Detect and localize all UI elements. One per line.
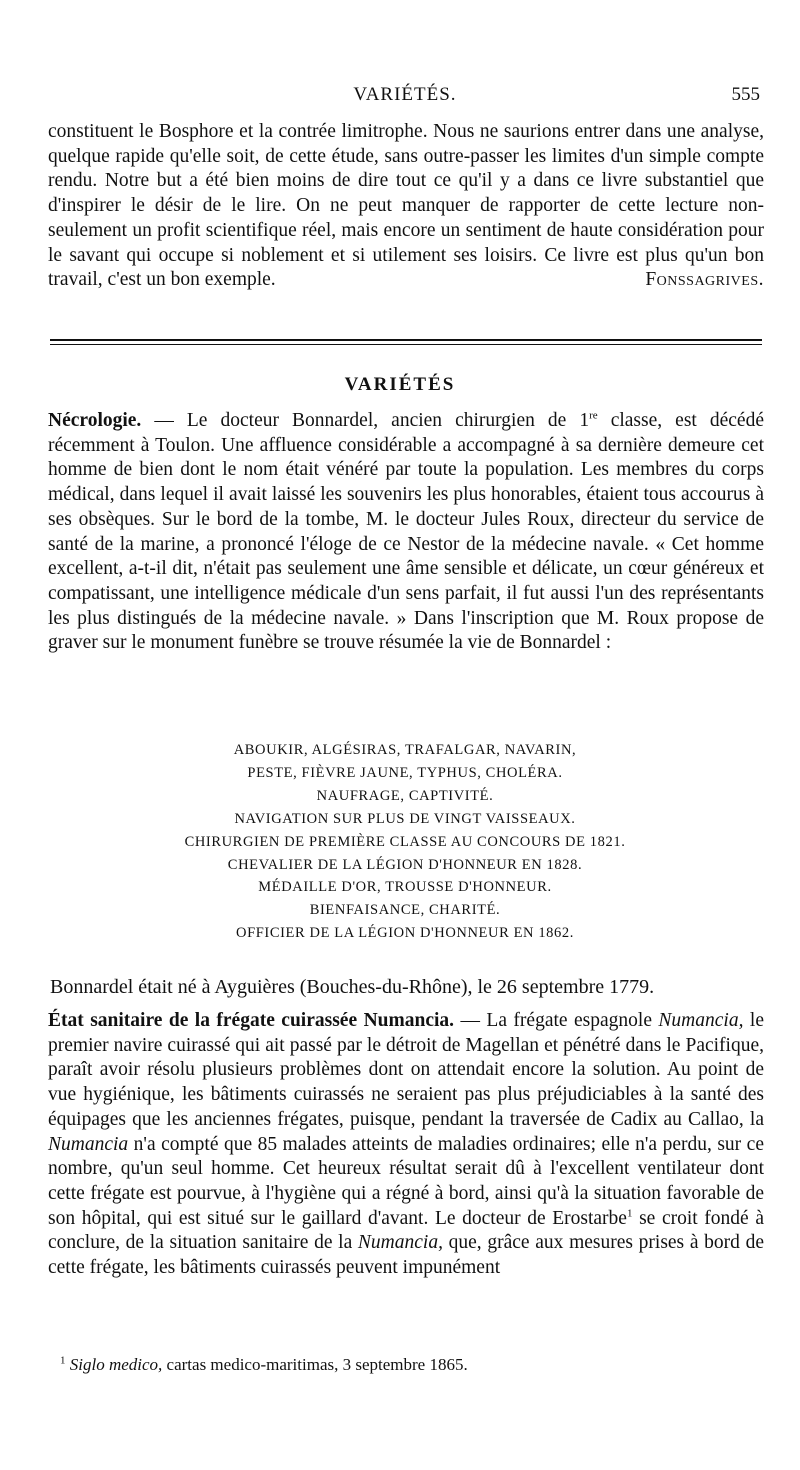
numancia-text-b: le premier navire cuirassé qui ait passé par le détroit de Magellan et pénétré dans le Pacifique, paraît avoir résolu plusieurs problèmes dont on attendait encore la solution. Au point de vue hygiénique, les bâtiments cuirassés ne seraient pas plus préjudiciables à la santé des équipages que les anciennes frégates, puisque, pendant la traversée de Cadix au Callao, la — [48, 1010, 764, 1130]
page-number: 555 — [731, 84, 760, 105]
numancia-text-a: — La frégate espagnole — [454, 1010, 659, 1031]
author-signature: Fonssagrives. — [645, 269, 764, 291]
inscription-line: BIENFAISANCE, CHARITÉ. — [309, 902, 501, 919]
footnote — [60, 1354, 760, 1376]
numancia-text-e: que, grâce aux mesures prises à bord de cette frégate, les bâtiments cuirassés peuvent impunément — [48, 1232, 764, 1279]
inscription-line: PESTE, FIÈVRE JAUNE, TYPHUS, CHOLÉRA. — [247, 764, 563, 781]
running-title: VARIÉTÉS. — [353, 84, 457, 105]
section-rule-thick — [50, 339, 762, 341]
review-end-text: constituent le Bosphore et la contrée limitrophe. Nous ne saurions entrer dans une analyse, quelque rapide qu'elle soit, de cette étude, sans outre-passer les limites d'un simple compte rendu. Notre but a été bien moins de dire tout ce qu'il y a dans ce livre substantiel que d'inspirer le désir de le lire. On ne peut manquer de rapporter de cette lecture non-seulement un profit scientifique réel, mais encore un sentiment de haute considération pour le savant qui occupe si noblement et si utilement ses loisirs. Ce livre est plus qu'un bon travail, c'est un bon exemple. — [48, 121, 764, 291]
footnote-reference: 1 — [626, 1207, 633, 1220]
ship-name: Numancia — [48, 1133, 129, 1155]
review-end-paragraph — [48, 120, 764, 293]
necrologie-superscript: re — [589, 409, 598, 422]
inscription-line: CHEVALIER DE LA LÉGION D'HONNEUR EN 1828. — [227, 856, 583, 873]
numancia-text-c: n'a compté que 85 malades atteints de maladies ordinaires; elle n'a perdu, sur ce nombre, qu'un seul homme. Cet heureux résultat serait dû à l'excellent ventilateur dont cette frégate est pourvue, à l'hygiène qui a régné à bord, ainsi qu'à la situation favorable de son hôpital, qui est situé sur le gaillard d'avant. Le docteur de Erostarbe — [48, 1133, 764, 1229]
footnote-rest: cartas medico-maritimas, 3 septembre 1865. — [162, 1355, 468, 1374]
necrologie-text-a: — Le docteur Bonnardel, ancien chirurgien de 1 — [141, 410, 590, 431]
inscription-line: NAVIGATION SUR PLUS DE VINGT VAISSEAUX. — [234, 810, 576, 827]
footnote-source: Siglo medico, — [69, 1355, 163, 1374]
inscription-line: CHIRURGIEN DE PREMIÈRE CLASSE AU CONCOURS DE 1821. — [184, 833, 626, 850]
birth-line: Bonnardel était né à Ayguières (Bouches-du-Rhône), le 26 septembre 1779. — [50, 976, 655, 998]
inscription-line: OFFICIER DE LA LÉGION D'HONNEUR EN 1862. — [236, 925, 574, 942]
inscription — [60, 739, 750, 945]
section-heading: VARIÉTÉS — [344, 374, 456, 395]
numancia-run-in: État sanitaire de la frégate cuirassée Numancia. — [48, 1010, 455, 1031]
section-rule-thin — [50, 344, 762, 345]
page-header — [50, 84, 760, 108]
necrologie-text-b: classe, est décédé récemment à Toulon. Une affluence considérable a accompagné à sa dernière demeure cet homme de bien dont le nom était vénéré par toute la population. Les membres du corps médical, dans lequel il avait laissé les souvenirs les plus honorables, étaient tous accourus à ses obsèques. Sur le bord de la tombe, M. le docteur Jules Roux, directeur du service de santé de la marine, a prononcé l'éloge de ce Nestor de la médecine navale. « Cet homme excellent, a-t-il dit, n'était pas seulement une âme sensible et délicate, un cœur généreux et compatissant, une intelligence médicale d'un sens parfait, il fut aussi l'un des représentants les plus distingués de la médecine navale. » Dans l'inscription que M. Roux propose de graver sur le monument funèbre se trouve résumée la vie de Bonnardel : — [48, 410, 764, 654]
inscription-line: ABOUKIR, ALGÉSIRAS, TRAFALGAR, NAVARIN, — [233, 742, 577, 758]
ship-name: Numancia, — [357, 1232, 443, 1254]
numancia-text-d: se croit fondé à conclure, de la situation sanitaire de la — [48, 1207, 764, 1254]
necrologie-paragraph — [48, 409, 764, 656]
footnote-mark: 1 — [60, 1354, 66, 1367]
ship-name: Numancia, — [658, 1010, 744, 1031]
numancia-paragraph — [48, 1009, 764, 1281]
inscription-line: NAUFRAGE, CAPTIVITÉ. — [316, 787, 494, 804]
inscription-line: MÉDAILLE D'OR, TROUSSE D'HONNEUR. — [258, 879, 552, 896]
necrologie-run-in: Nécrologie. — [48, 410, 142, 431]
